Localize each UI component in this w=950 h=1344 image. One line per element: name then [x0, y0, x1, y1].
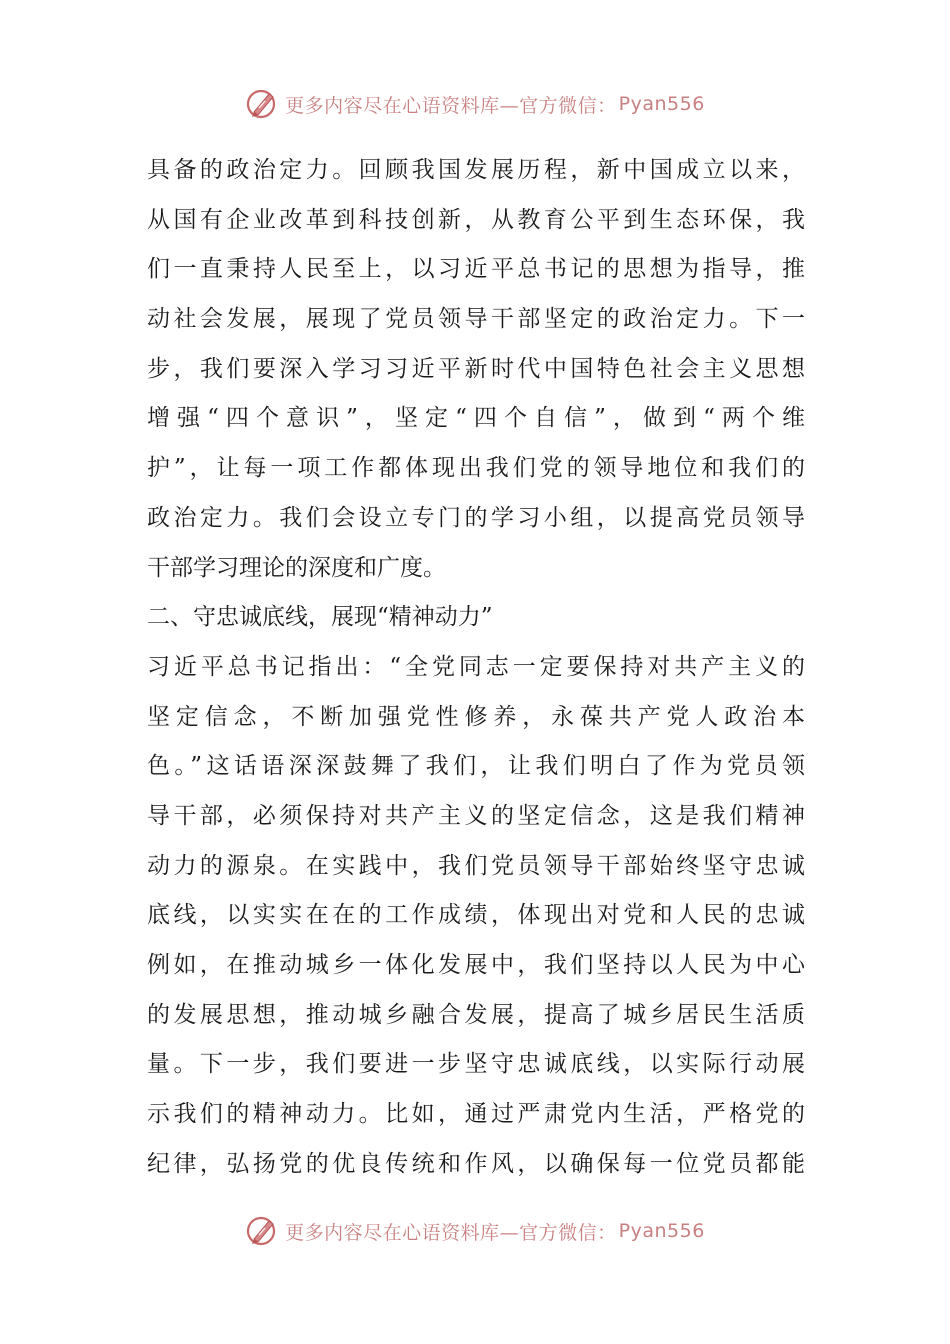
- text-line: 护”，让每一项工作都体现出我们党的领导地位和我们的: [147, 455, 805, 482]
- text-line: 的发展思想，推动城乡融合发展，提高了城乡居民生活质: [147, 1001, 805, 1028]
- text-line: 从国有企业改革到科技创新，从教育公平到生态环保，我: [147, 206, 805, 233]
- text-line: 动力的源泉。在实践中，我们党员领导干部始终坚守忠诚: [147, 852, 805, 879]
- pen-logo-icon: [245, 1213, 281, 1249]
- pen-logo-icon: [245, 86, 281, 122]
- watermark-header: [0, 84, 950, 124]
- watermark-text: 更多内容尽在心语资料库—官方微信：: [285, 94, 617, 117]
- watermark-wechat-id: Pyan556: [618, 1220, 705, 1242]
- text-line: 动社会发展，展现了党员领导干部坚定的政治定力。下一: [147, 306, 805, 333]
- text-line: 导干部，必须保持对共产主义的坚定信念，这是我们精神: [147, 802, 805, 829]
- text-line: 底线，以实实在在的工作成绩，体现出对党和人民的忠诚: [147, 902, 805, 929]
- watermark-wechat-id: Pyan556: [618, 93, 705, 115]
- section-heading: 二、守忠诚底线，展现“精神动力”: [147, 604, 493, 631]
- text-line: 步，我们要深入学习习近平新时代中国特色社会主义思想: [147, 355, 805, 382]
- watermark-text: 更多内容尽在心语资料库—官方微信：: [285, 1221, 617, 1244]
- text-line: 示我们的精神动力。比如，通过严肃党内生活，严格党的: [147, 1101, 805, 1128]
- text-line: 坚定信念，不断加强党性修养，永葆共产党人政治本: [147, 703, 805, 730]
- text-line: 习近平总书记指出：“全党同志一定要保持对共产主义的: [147, 653, 805, 680]
- text-line: 量。下一步，我们要进一步坚守忠诚底线，以实际行动展: [147, 1051, 805, 1078]
- text-line: 纪律，弘扬党的优良传统和作风，以确保每一位党员都能: [147, 1150, 805, 1177]
- watermark-footer: [0, 1211, 950, 1251]
- document-body: [147, 146, 805, 1189]
- text-line: 们一直秉持人民至上，以习近平总书记的思想为指导，推: [147, 256, 805, 283]
- text-line: 干部学习理论的深度和广度。: [147, 554, 446, 581]
- text-line: 例如，在推动城乡一体化发展中，我们坚持以人民为中心: [147, 952, 805, 978]
- text-line: 增强“四个意识”，坚定“四个自信”，做到“两个维: [147, 405, 805, 432]
- text-line: 具备的政治定力。回顾我国发展历程，新中国成立以来，: [147, 157, 805, 183]
- text-line: 色。”这话语深深鼓舞了我们，让我们明白了作为党员领: [147, 753, 805, 780]
- text-line: 政治定力。我们会设立专门的学习小组，以提高党员领导: [147, 504, 805, 531]
